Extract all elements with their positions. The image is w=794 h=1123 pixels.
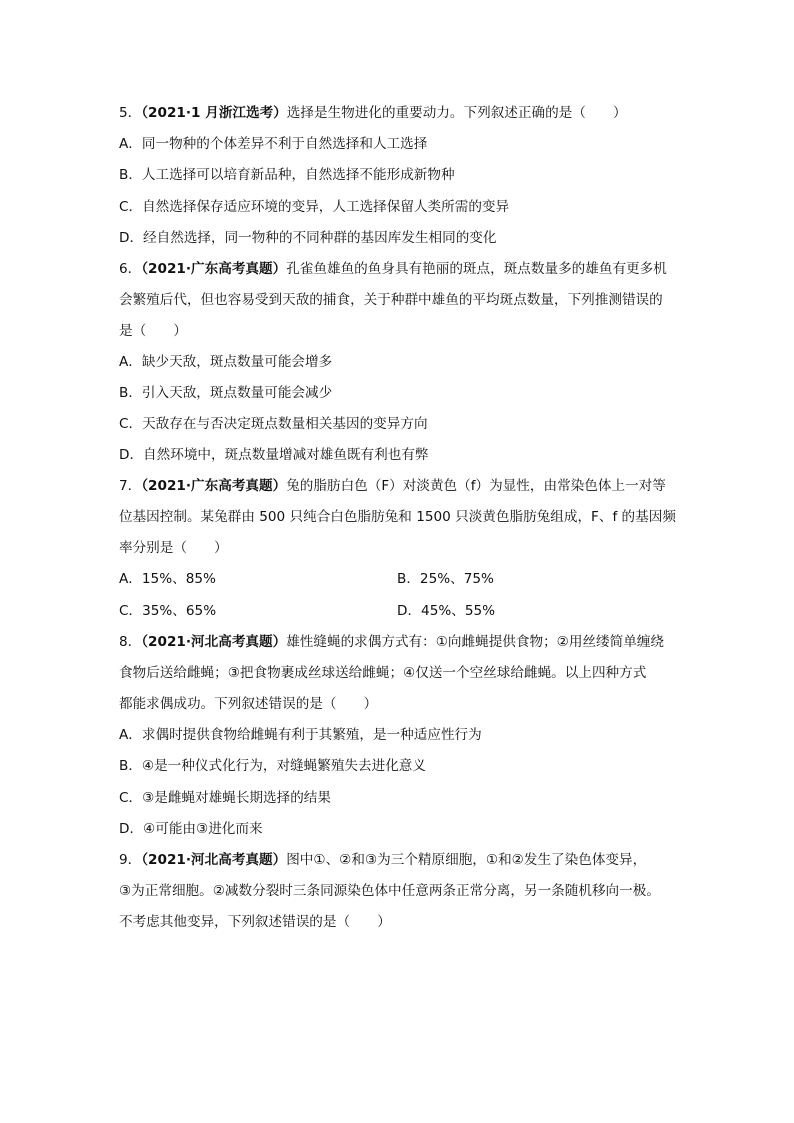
option-b: B．④是一种仪式化行为，对缝蝇繁殖失去进化意义: [119, 758, 426, 774]
question-7-line-1: [119, 476, 679, 496]
option-c: C．天敌存在与否决定斑点数量相关基因的变异方向: [119, 416, 428, 432]
option-a: A．求偶时提供食物给雌蝇有利于其繁殖，是一种适应性行为: [119, 727, 482, 743]
question-9-line-3: 不考虑其他变异，下列叙述错误的是（ ）: [119, 914, 391, 930]
option-a: A．同一物种的个体差异不利于自然选择和人工选择: [119, 136, 428, 152]
question-source: （2021·河北高考真题）: [141, 852, 287, 868]
option-c: C．③是雌蝇对雄蝇长期选择的结果: [119, 790, 331, 806]
question-8-line-2: 食物后送给雌蝇；③把食物裹成丝球送给雌蝇；④仅送一个空丝球给雌蝇。以上四种方式: [119, 665, 647, 681]
question-5-line-1: [119, 103, 679, 123]
question-source: （2021·河北高考真题）: [141, 634, 287, 650]
option-b: B．人工选择可以培育新品种，自然选择不能形成新物种: [119, 167, 455, 183]
question-6-line-2: 会繁殖后代，但也容易受到天敌的捕食，关于种群中雄鱼的平均斑点数量，下列推测错误的: [119, 292, 663, 308]
option-c: C．35%、65%: [119, 603, 217, 619]
question-number: 6．: [119, 261, 142, 277]
option-d: D．自然环境中，斑点数量增减对雄鱼既有利也有弊: [119, 447, 429, 463]
question-7-line-2: 位基因控制。某兔群由 500 只纯合白色脂肪兔和 1500 只淡黄色脂肪兔组成，F、f 的基因频: [119, 509, 676, 525]
option-c: C．自然选择保存适应环境的变异，人工选择保留人类所需的变异: [119, 199, 510, 215]
question-6-line-3: 是（ ）: [119, 323, 187, 339]
option-b: B．引入天敌，斑点数量可能会减少: [119, 385, 333, 401]
option-a: A．15%、85%: [119, 571, 216, 587]
question-9-line-1: [119, 850, 679, 870]
option-d: D．④可能由③进化而来: [119, 821, 263, 837]
question-number: 7．: [119, 478, 142, 494]
option-row-ab: [119, 569, 679, 589]
option-d: D．45%、55%: [397, 603, 496, 619]
question-8-line-1: [119, 632, 679, 652]
option-a: A．缺少天敌，斑点数量可能会增多: [119, 354, 333, 370]
option-row-cd: [119, 601, 679, 621]
question-stem: 兔的脂肪白色（F）对淡黄色（f）为显性，由常染色体上一对等: [286, 478, 666, 494]
option-b: B．25%、75%: [397, 571, 494, 587]
question-source: （2021·广东高考真题）: [141, 478, 287, 494]
question-7-line-3: 率分别是（ ）: [119, 540, 228, 556]
question-6-line-1: [119, 259, 679, 279]
question-stem: 雄性缝蝇的求偶方式有：①向雌蝇提供食物；②用丝缕简单缠绕: [286, 634, 665, 650]
question-8-line-3: 都能求偶成功。下列叙述错误的是（ ）: [119, 696, 378, 712]
question-number: 8．: [119, 634, 142, 650]
option-d: D．经自然选择，同一物种的不同种群的基因库发生相同的变化: [119, 230, 497, 246]
question-number: 5．: [119, 105, 142, 121]
question-source: （2021·广东高考真题）: [141, 261, 287, 277]
question-9-line-2: ③为正常细胞。②减数分裂时三条同源染色体中任意两条正常分离，另一条随机移向一极。: [119, 883, 660, 899]
question-stem: 选择是生物进化的重要动力。下列叙述正确的是（ ）: [286, 105, 627, 121]
question-number: 9．: [119, 852, 142, 868]
question-source: （2021·1 月浙江选考）: [141, 105, 287, 121]
question-stem: 图中①、②和③为三个精原细胞，①和②发生了染色体变异，: [286, 852, 647, 868]
question-stem: 孔雀鱼雄鱼的鱼身具有艳丽的斑点，斑点数量多的雄鱼有更多机: [286, 261, 667, 277]
